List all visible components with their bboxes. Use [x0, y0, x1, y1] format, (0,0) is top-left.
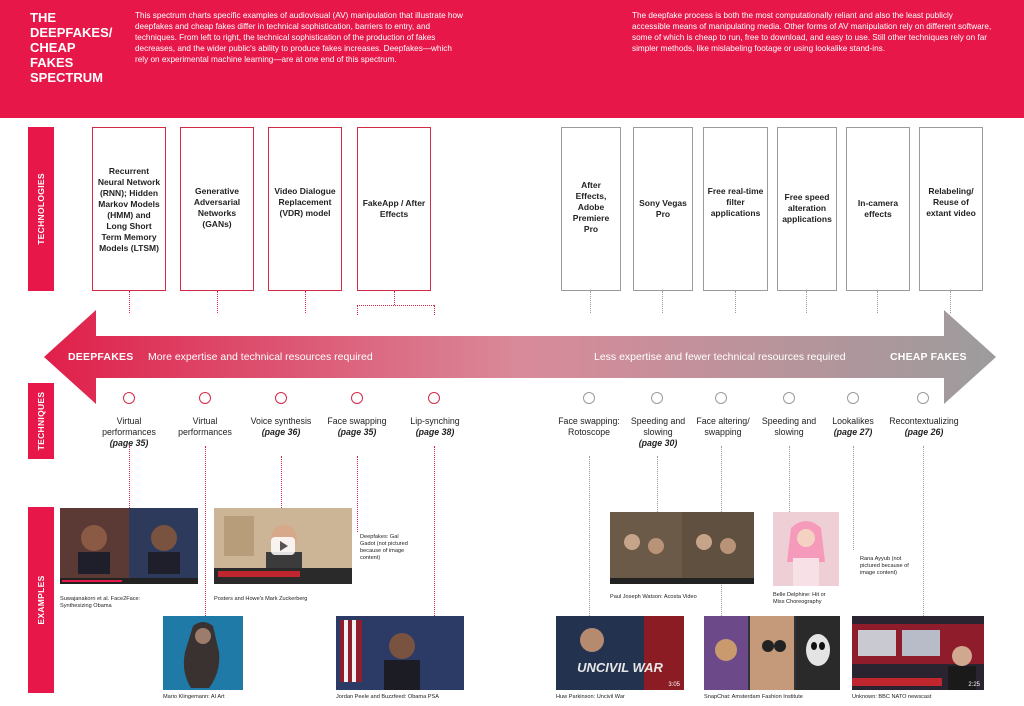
connector-line: [589, 456, 590, 616]
technique-dot: [428, 392, 440, 404]
connector-line: [789, 446, 790, 512]
example-thumbnail-acosta: [610, 512, 754, 584]
technology-relabeling: Relabeling/ Reuse of extant video: [919, 127, 983, 291]
technology-filter-apps: Free real-time filter applications: [703, 127, 768, 291]
connector-line: [853, 446, 854, 550]
technique-dot: [651, 392, 663, 404]
technique-rotoscope: Face swapping: Rotoscope: [558, 416, 620, 437]
example-caption: Deepfakes: Gal Gadot (not pictured because of image content): [360, 534, 408, 561]
technique-dot: [917, 392, 929, 404]
technique-dot: [715, 392, 727, 404]
video-duration: 3:05: [668, 682, 680, 688]
technique-dot: [351, 392, 363, 404]
example-thumbnail-bbc-nato: [852, 616, 984, 690]
connector-line: [923, 446, 924, 616]
technique-virtual-performances: Virtual performances (page 35): [102, 416, 156, 448]
example-thumbnail-uncivil-war: [556, 616, 684, 690]
example-thumbnail-zuckerberg: [214, 508, 352, 584]
technology-fakeapp: FakeApp / After Effects: [357, 127, 431, 291]
example-caption: Mario Klingemann: AI Art: [163, 694, 225, 700]
connector-line: [129, 446, 130, 508]
connector-line: [281, 456, 282, 508]
technology-after-effects-premiere: After Effects, Adobe Premiere Pro: [561, 127, 621, 291]
row-label-technologies: TECHNOLOGIES: [28, 127, 54, 291]
page-title: THE DEEPFAKES/ CHEAP FAKES SPECTRUM: [30, 10, 113, 85]
technique-face-swapping: Face swapping (page 35): [327, 416, 387, 437]
intro-text-left: This spectrum charts specific examples of audiovisual (AV) manipulation that illustrate how deepfakes and cheap fakes differ in technical sophistication, barriers to entry, and techniques. From left to right, the technical sophistication of the production of fakes decreases, and the wider public's ability to produce fakes increases. Deepfakes—which rely on experimental machine learning—are at one end of this spectrum.: [135, 11, 463, 64]
connector-line: [434, 446, 435, 616]
example-caption: Huw Parkinson: Uncivil War: [556, 694, 625, 700]
thumbnail-title: UNCIVIL WAR: [577, 660, 663, 675]
technique-dot: [275, 392, 287, 404]
example-thumbnail-face2face: [60, 508, 198, 584]
intro-text-right: The deepfake process is both the most computationally reliant and also the least publicly accessible means of manipulating media. Other forms of AV manipulation rely on different software, some of which is cheap to run, free to download, and easy to use. Still other techniques rely on far simpler methods, like mislabeling footage or using lookalike stand-ins.: [632, 11, 992, 53]
row-label-techniques: TECHNIQUES: [28, 383, 54, 459]
connector-line: [205, 446, 206, 616]
example-caption: Paul Joseph Watson: Acosta Video: [610, 594, 697, 600]
connector-line: [657, 456, 658, 512]
technique-voice-synthesis: Voice synthesis (page 36): [250, 416, 312, 437]
arrow-label-cheap-fakes: CHEAP FAKES: [890, 351, 967, 363]
technique-face-altering: Face altering/ swapping: [696, 416, 750, 437]
technique-lookalikes: Lookalikes (page 27): [832, 416, 874, 437]
example-caption: Rana Ayyub (not pictured because of image content): [860, 556, 909, 576]
connector-line: [394, 291, 395, 305]
technique-dot: [123, 392, 135, 404]
example-caption: Unknown: BBC NATO newscast: [852, 694, 932, 700]
technique-speeding-slowing: Speeding and slowing (page 30): [630, 416, 686, 448]
technology-speed-apps: Free speed alteration applications: [777, 127, 837, 291]
technique-speeding-slowing-2: Speeding and slowing: [761, 416, 817, 437]
technology-in-camera: In-camera effects: [846, 127, 910, 291]
technique-recontextualizing: Recontextualizing (page 26): [889, 416, 959, 437]
example-thumbnail-obama-psa: [336, 616, 464, 690]
row-label-examples: EXAMPLES: [28, 507, 54, 693]
technique-lip-synching: Lip-synching (page 38): [410, 416, 460, 437]
connector-line: [357, 305, 434, 306]
technology-rnn-hmm-ltsm: Recurrent Neural Network (RNN); Hidden Markov Models (HMM) and Long Short Term Memory Models (LTSM): [92, 127, 166, 291]
technique-dot: [847, 392, 859, 404]
arrow-sublabel-right: Less expertise and fewer technical resources required: [594, 351, 846, 363]
arrow-sublabel-left: More expertise and technical resources required: [148, 351, 373, 363]
header-banner: [0, 0, 1024, 118]
example-caption: Jordan Peele and Buzzfeed: Obama PSA: [336, 694, 439, 700]
technique-virtual-performances-2: Virtual performances: [178, 416, 232, 437]
example-caption: Posters and Howe's Mark Zuckerberg: [214, 596, 308, 602]
example-caption: Belle Delphine: Hit or Miss Choreography: [773, 592, 826, 605]
technology-vdr-model: Video Dialogue Replacement (VDR) model: [268, 127, 342, 291]
example-thumbnail-snapchat: [704, 616, 840, 690]
play-icon: [271, 537, 295, 555]
example-thumbnail-ai-art: [163, 616, 243, 690]
technique-dot: [783, 392, 795, 404]
technique-dot: [199, 392, 211, 404]
technology-sony-vegas: Sony Vegas Pro: [633, 127, 693, 291]
technology-gans: Generative Adversarial Networks (GANs): [180, 127, 254, 291]
example-thumbnail-belle-delphine: [773, 512, 839, 586]
example-caption: SnapChat: Amsterdam Fashion Institute: [704, 694, 803, 700]
technique-dot: [583, 392, 595, 404]
video-duration: 2:25: [968, 682, 980, 688]
connector-line: [357, 456, 358, 532]
example-caption: Suwajanakorn et al. Face2Face: Synthesizing Obama: [60, 596, 141, 609]
arrow-label-deepfakes: DEEPFAKES: [68, 351, 134, 363]
